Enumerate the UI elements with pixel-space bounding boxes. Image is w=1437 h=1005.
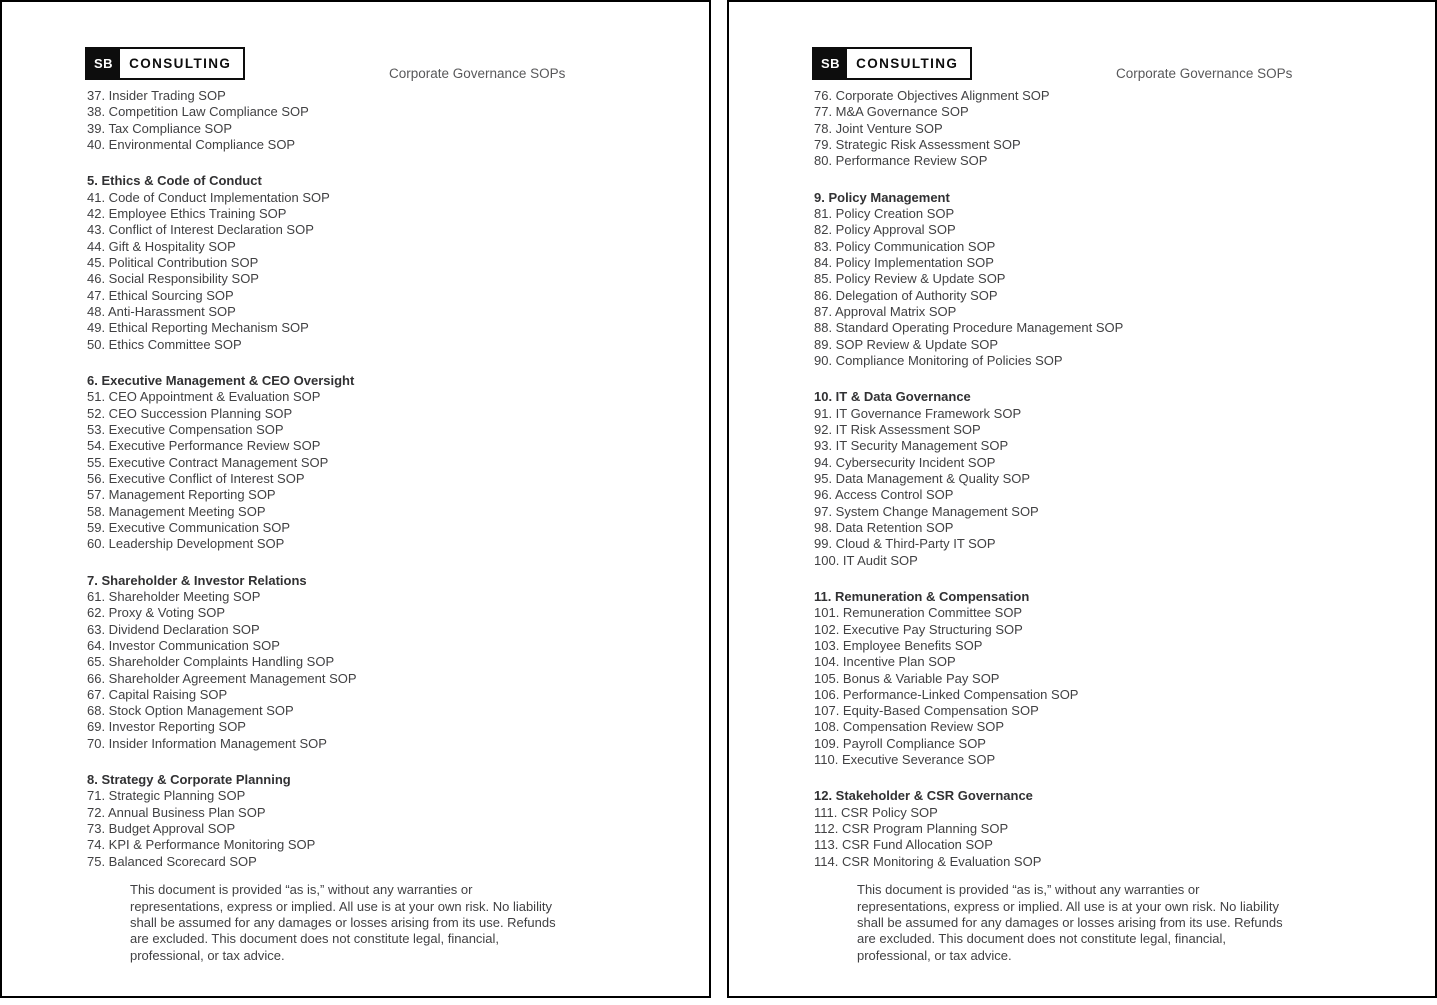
list-item: 90. Compliance Monitoring of Policies SOP bbox=[814, 352, 1063, 368]
sop-section bbox=[87, 173, 697, 353]
list-item: 63. Dividend Declaration SOP bbox=[87, 621, 260, 637]
list-item: 54. Executive Performance Review SOP bbox=[87, 438, 321, 454]
section-heading: 5. Ethics & Code of Conduct bbox=[87, 173, 262, 189]
list-item: 80. Performance Review SOP bbox=[814, 153, 988, 169]
list-item: 100. IT Audit SOP bbox=[814, 552, 918, 568]
list-item: 81. Policy Creation SOP bbox=[814, 205, 955, 221]
list-item: 82. Policy Approval SOP bbox=[814, 222, 956, 238]
list-item: 93. IT Security Management SOP bbox=[814, 438, 1009, 454]
list-item: 60. Leadership Development SOP bbox=[87, 536, 285, 552]
list-item: 62. Proxy & Voting SOP bbox=[87, 605, 226, 621]
section-heading: 10. IT & Data Governance bbox=[814, 389, 971, 405]
list-item: 113. CSR Fund Allocation SOP bbox=[814, 837, 993, 853]
list-item: 85. Policy Review & Update SOP bbox=[814, 271, 1006, 287]
logo-initials-badge: SB bbox=[814, 49, 847, 78]
list-item: 105. Bonus & Variable Pay SOP bbox=[814, 670, 1000, 686]
list-item: 87. Approval Matrix SOP bbox=[814, 303, 957, 319]
disclaimer-line: shall be assumed for any damages or losses arising from its use. Refunds bbox=[857, 914, 1283, 930]
sop-section bbox=[814, 788, 1423, 870]
list-item: 57. Management Reporting SOP bbox=[87, 487, 276, 503]
disclaimer-line: representations, express or implied. All use is at your own risk. No liability bbox=[857, 898, 1279, 914]
list-item: 98. Data Retention SOP bbox=[814, 519, 954, 535]
page-title: Corporate Governance SOPs bbox=[1116, 66, 1293, 81]
list-item: 44. Gift & Hospitality SOP bbox=[87, 238, 236, 254]
list-item: 67. Capital Raising SOP bbox=[87, 686, 228, 702]
list-item: 38. Competition Law Compliance SOP bbox=[87, 104, 309, 120]
list-item: 47. Ethical Sourcing SOP bbox=[87, 287, 234, 303]
document-page-left bbox=[0, 0, 711, 998]
company-logo bbox=[85, 47, 245, 80]
disclaimer-line: are excluded. This document does not constitute legal, financial, bbox=[130, 931, 500, 947]
list-item: 101. Remuneration Committee SOP bbox=[814, 605, 1023, 621]
list-item: 92. IT Risk Assessment SOP bbox=[814, 421, 981, 437]
disclaimer bbox=[857, 882, 1423, 964]
list-item: 112. CSR Program Planning SOP bbox=[814, 821, 1009, 837]
sop-section bbox=[814, 389, 1423, 569]
list-item: 108. Compensation Review SOP bbox=[814, 719, 1005, 735]
sop-section bbox=[814, 88, 1423, 170]
disclaimer-line: representations, express or implied. All use is at your own risk. No liability bbox=[130, 898, 552, 914]
list-item: 59. Executive Communication SOP bbox=[87, 519, 291, 535]
list-item: 107. Equity-Based Compensation SOP bbox=[814, 703, 1039, 719]
disclaimer-line: This document is provided “as is,” without any warranties or bbox=[857, 882, 1200, 898]
list-item: 55. Executive Contract Management SOP bbox=[87, 454, 329, 470]
logo-company-name: CONSULTING bbox=[129, 56, 232, 71]
page-content bbox=[87, 88, 697, 964]
disclaimer-line: are excluded. This document does not constitute legal, financial, bbox=[857, 931, 1227, 947]
section-heading: 8. Strategy & Corporate Planning bbox=[87, 772, 291, 788]
section-heading: 6. Executive Management & CEO Oversight bbox=[87, 372, 355, 388]
list-item: 48. Anti-Harassment SOP bbox=[87, 303, 236, 319]
list-item: 79. Strategic Risk Assessment SOP bbox=[814, 136, 1021, 152]
sop-section bbox=[87, 88, 697, 153]
list-item: 53. Executive Compensation SOP bbox=[87, 421, 284, 437]
list-item: 97. System Change Management SOP bbox=[814, 503, 1039, 519]
list-item: 40. Environmental Compliance SOP bbox=[87, 136, 296, 152]
disclaimer-line: This document is provided “as is,” without any warranties or bbox=[130, 882, 473, 898]
list-item: 106. Performance-Linked Compensation SOP bbox=[814, 686, 1079, 702]
list-item: 49. Ethical Reporting Mechanism SOP bbox=[87, 320, 309, 336]
sop-section bbox=[87, 373, 697, 553]
list-item: 86. Delegation of Authority SOP bbox=[814, 287, 998, 303]
list-item: 72. Annual Business Plan SOP bbox=[87, 804, 266, 820]
company-logo bbox=[812, 47, 972, 80]
list-item: 94. Cybersecurity Incident SOP bbox=[814, 454, 996, 470]
list-item: 46. Social Responsibility SOP bbox=[87, 271, 259, 287]
list-item: 71. Strategic Planning SOP bbox=[87, 788, 246, 804]
list-item: 77. M&A Governance SOP bbox=[814, 104, 969, 120]
logo-company-name: CONSULTING bbox=[856, 56, 959, 71]
list-item: 52. CEO Succession Planning SOP bbox=[87, 405, 293, 421]
list-item: 42. Employee Ethics Training SOP bbox=[87, 205, 287, 221]
sop-section bbox=[814, 190, 1423, 370]
list-item: 41. Code of Conduct Implementation SOP bbox=[87, 189, 330, 205]
list-item: 88. Standard Operating Procedure Management SOP bbox=[814, 320, 1124, 336]
page-content bbox=[814, 88, 1423, 964]
list-item: 83. Policy Communication SOP bbox=[814, 238, 996, 254]
list-item: 110. Executive Severance SOP bbox=[814, 752, 996, 768]
list-item: 74. KPI & Performance Monitoring SOP bbox=[87, 837, 316, 853]
page-title: Corporate Governance SOPs bbox=[389, 66, 566, 81]
logo-initials-badge: SB bbox=[87, 49, 120, 78]
disclaimer-line: shall be assumed for any damages or losses arising from its use. Refunds bbox=[130, 914, 556, 930]
list-item: 70. Insider Information Management SOP bbox=[87, 735, 327, 751]
list-item: 37. Insider Trading SOP bbox=[87, 88, 226, 103]
list-item: 56. Executive Conflict of Interest SOP bbox=[87, 470, 305, 486]
list-item: 65. Shareholder Complaints Handling SOP bbox=[87, 654, 335, 670]
sop-list bbox=[814, 88, 1423, 870]
list-item: 68. Stock Option Management SOP bbox=[87, 703, 294, 719]
sop-section bbox=[87, 573, 697, 753]
list-item: 84. Policy Implementation SOP bbox=[814, 254, 994, 270]
list-item: 96. Access Control SOP bbox=[814, 487, 954, 503]
section-heading: 12. Stakeholder & CSR Governance bbox=[814, 788, 1033, 804]
section-heading: 9. Policy Management bbox=[814, 189, 950, 205]
list-item: 69. Investor Reporting SOP bbox=[87, 719, 246, 735]
section-heading: 11. Remuneration & Compensation bbox=[814, 588, 1030, 604]
list-item: 39. Tax Compliance SOP bbox=[87, 120, 232, 136]
disclaimer-line: professional, or tax advice. bbox=[130, 947, 285, 963]
list-item: 104. Incentive Plan SOP bbox=[814, 654, 956, 670]
list-item: 89. SOP Review & Update SOP bbox=[814, 336, 999, 352]
list-item: 75. Balanced Scorecard SOP bbox=[87, 853, 257, 869]
list-item: 61. Shareholder Meeting SOP bbox=[87, 588, 261, 604]
list-item: 114. CSR Monitoring & Evaluation SOP bbox=[814, 853, 1042, 869]
list-item: 43. Conflict of Interest Declaration SOP bbox=[87, 222, 314, 238]
document-page-right bbox=[727, 0, 1437, 998]
sop-section bbox=[814, 589, 1423, 769]
disclaimer bbox=[130, 882, 697, 964]
list-item: 78. Joint Venture SOP bbox=[814, 120, 943, 136]
list-item: 109. Payroll Compliance SOP bbox=[814, 735, 986, 751]
disclaimer-line: professional, or tax advice. bbox=[857, 947, 1012, 963]
list-item: 102. Executive Pay Structuring SOP bbox=[814, 621, 1023, 637]
sop-list bbox=[87, 88, 697, 870]
list-item: 73. Budget Approval SOP bbox=[87, 821, 236, 837]
list-item: 66. Shareholder Agreement Management SOP bbox=[87, 670, 357, 686]
section-heading: 7. Shareholder & Investor Relations bbox=[87, 572, 307, 588]
list-item: 91. IT Governance Framework SOP bbox=[814, 405, 1022, 421]
list-item: 50. Ethics Committee SOP bbox=[87, 336, 242, 352]
list-item: 111. CSR Policy SOP bbox=[814, 804, 938, 820]
list-item: 58. Management Meeting SOP bbox=[87, 503, 266, 519]
list-item: 64. Investor Communication SOP bbox=[87, 637, 280, 653]
list-item: 45. Political Contribution SOP bbox=[87, 254, 259, 270]
sop-section bbox=[87, 772, 697, 870]
list-item: 95. Data Management & Quality SOP bbox=[814, 470, 1031, 486]
list-item: 99. Cloud & Third-Party IT SOP bbox=[814, 536, 996, 552]
list-item: 51. CEO Appointment & Evaluation SOP bbox=[87, 389, 321, 405]
list-item: 103. Employee Benefits SOP bbox=[814, 637, 983, 653]
list-item: 76. Corporate Objectives Alignment SOP bbox=[814, 88, 1050, 103]
